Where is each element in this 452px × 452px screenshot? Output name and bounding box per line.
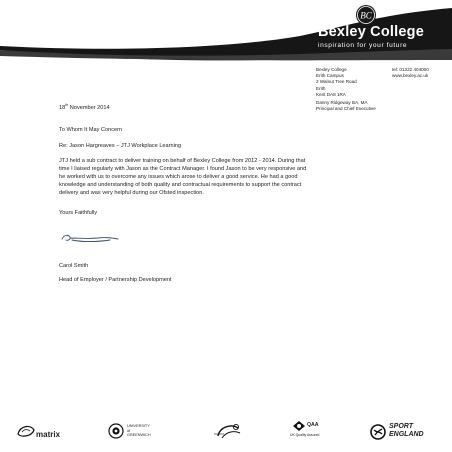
website: www.bexley.ac.uk [392,73,429,79]
college-address [316,67,357,98]
address-line: 2 Walnut Tree Road [316,79,357,85]
college-logo-icon [354,4,378,26]
body-line: he worked with us to overcome any issues which arose to deliver a good service. He had a good [59,174,298,181]
greenwich-line: GREENWICH [127,433,151,438]
telephone: tel: 01322 404000 [392,67,429,72]
address-line: Bexley College [316,67,347,72]
college-contact [392,67,429,79]
college-name-logo: Bexley College [318,24,424,40]
body-paragraph [59,157,407,197]
address-line: Erith Campus [316,73,344,79]
qaa-label: QAA [307,422,319,428]
principal-title: Principal and Chief Executive [316,106,376,112]
qaa-badge-icon [292,420,306,432]
closing: Yours Faithfully [59,210,98,216]
signer-role: Head of Employer / Partnership Development [59,277,172,283]
date-month-year: November 2014 [68,105,110,111]
greenwich-line: UNIVERSITY [127,424,150,428]
subject-line: Re: Jason Hargreaves – JTJ Workplace Learning [59,143,182,149]
qaa-logo [288,420,334,442]
address-line: Erith [316,85,326,91]
letter-date [59,104,110,112]
signer-name: Carol Smith [59,263,89,269]
logo-letters: BC [360,10,372,21]
principal-name: Danny Ridgeway BA, MA [316,100,368,105]
matrix-label: matrix [36,430,61,439]
greenwich-crest-icon [108,423,124,439]
greenwich-line: of [127,428,131,433]
body-line: knowledge and understanding of both quality and contractual requirements to support the contract [59,182,302,189]
date-day: 18 [59,105,66,111]
sport-england-emblem-icon [370,424,386,440]
greenwich-label [127,424,151,438]
qaa-sub-label: UK Quality Assured [290,433,320,437]
greenwich-logo [108,420,164,442]
college-tagline: inspiration for your future [318,42,408,49]
matrix-logo [14,420,76,442]
sport-england-line: ENGLAND [389,431,424,438]
body-line: time I liaised regularly with Jason as the Contract Manager. I found Jason to be very responsive and [59,166,307,173]
date-suffix: th [65,103,69,108]
handwritten-signature [58,230,122,246]
principal-block [316,100,376,112]
sport-england-label [389,423,424,439]
accreditation-logo [212,420,246,442]
sport-england-logo [370,420,446,442]
body-line: JTJ held a sub contract to deliver training on behalf of Bexley College from 2012 - 2014. During that [59,158,306,164]
body-line: delivery and was very helpful during our Ofsted inspection. [59,190,204,197]
address-line: Kent DA8 1RA [316,91,346,97]
accreditation-mark-icon [212,420,246,442]
salutation: To Whom It May Concern [59,127,123,133]
sport-england-line: SPORT [389,423,413,430]
